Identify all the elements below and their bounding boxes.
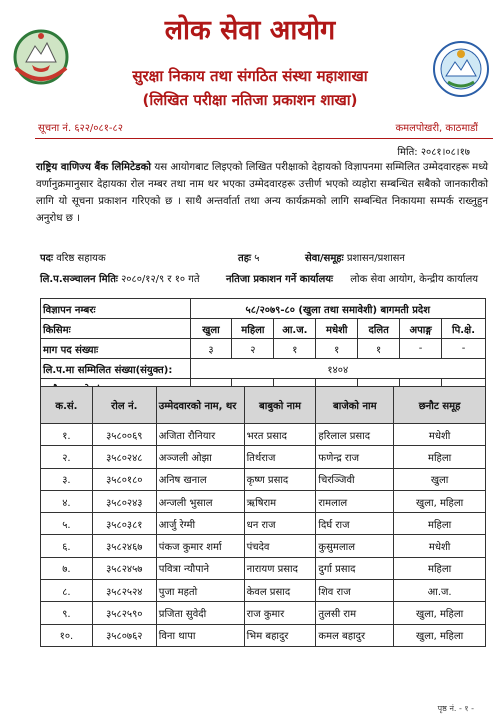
participants-value: १४०४ xyxy=(190,359,485,379)
roll-cell: ३५८०१८० xyxy=(92,468,156,490)
service-label: सेवा/समूहः xyxy=(305,253,344,264)
father-name-cell: तिर्थराज xyxy=(244,446,316,468)
category-cell: खुला xyxy=(190,319,232,339)
notice-date: मिति: २०८१।०८।१७ xyxy=(397,147,470,158)
roll-cell: ३५८२५९० xyxy=(92,602,156,624)
exam-date-info xyxy=(40,271,200,285)
candidate-name-cell: पवित्रा न्यौपाने xyxy=(156,557,244,579)
serial-cell: ५. xyxy=(41,513,93,535)
table-row xyxy=(41,468,486,490)
roll-cell: ३५८२४५७ xyxy=(92,557,156,579)
selected-cell: ९ xyxy=(232,379,274,399)
candidate-name-cell: पुजा महतो xyxy=(156,580,244,602)
group-cell: खुला, महिला xyxy=(394,602,486,624)
adv-number-label: विज्ञापन नम्बरः xyxy=(41,299,191,319)
serial-cell: ८. xyxy=(41,580,93,602)
grandfather-name-cell: तुलसी राम xyxy=(316,602,394,624)
category-cell: पि.क्षे. xyxy=(442,319,486,339)
grandfather-name-cell: शिव राज xyxy=(316,580,394,602)
results-table xyxy=(40,386,486,647)
group-cell: खुला, महिला xyxy=(394,624,486,646)
category-cell: मधेशी xyxy=(316,319,358,339)
table-row xyxy=(41,557,486,579)
demand-cell: ३ xyxy=(190,339,232,359)
group-cell: आ.ज. xyxy=(394,580,486,602)
participants-label: लि.प.मा सम्मिलित संख्या(संयुक्त): xyxy=(41,359,191,379)
selected-cell: ६ xyxy=(190,379,232,399)
post-value: वरिष्ठ सहायक xyxy=(56,253,106,264)
group-cell: खुला xyxy=(394,468,486,490)
father-name-cell: कृष्ण प्रसाद xyxy=(244,468,316,490)
father-name-cell: राज कुमार xyxy=(244,602,316,624)
serial-cell: ३. xyxy=(41,468,93,490)
table-row xyxy=(41,602,486,624)
father-name-cell: पंचदेव xyxy=(244,535,316,557)
candidate-name-cell: अञ्जली ओझा xyxy=(156,446,244,468)
father-name-cell: भिम बहादुर xyxy=(244,624,316,646)
roll-cell: ३५८०३८१ xyxy=(92,513,156,535)
father-name-cell: धन राज xyxy=(244,513,316,535)
group-cell: खुला, महिला xyxy=(394,490,486,512)
header-divider xyxy=(35,138,493,139)
table-row xyxy=(41,513,486,535)
group-cell: महिला xyxy=(394,557,486,579)
header-name: उम्मेदवारको नाम, थर xyxy=(156,387,244,424)
header-father: बाबुको नाम xyxy=(244,387,316,424)
table-row xyxy=(41,446,486,468)
exam-date-value: २०८०/१२/९ र १० गते xyxy=(121,274,200,285)
serial-cell: १. xyxy=(41,424,93,446)
group-cell: महिला xyxy=(394,446,486,468)
office-info xyxy=(226,271,478,285)
demand-label: माग पद संख्याः xyxy=(41,339,191,359)
roll-cell: ३५८०७६२ xyxy=(92,624,156,646)
office-label: नतिजा प्रकाशन गर्ने कार्यालयः xyxy=(226,274,334,285)
participants-row xyxy=(41,359,486,379)
grandfather-name-cell: दुर्गा प्रसाद xyxy=(316,557,394,579)
candidate-name-cell: प्रजिता सुवेदी xyxy=(156,602,244,624)
demand-row xyxy=(41,339,486,359)
office-value: लोक सेवा आयोग, केन्द्रीय कार्यालय xyxy=(350,274,479,285)
father-name-cell: केवल प्रसाद xyxy=(244,580,316,602)
candidate-name-cell: विना थापा xyxy=(156,624,244,646)
service-info xyxy=(305,250,405,264)
father-name-cell: नारायण प्रसाद xyxy=(244,557,316,579)
serial-cell: ६. xyxy=(41,535,93,557)
results-header-row xyxy=(41,387,486,424)
selected-cell: - xyxy=(400,379,442,399)
roll-cell: ३५८२५२४ xyxy=(92,580,156,602)
category-cell: महिला xyxy=(232,319,274,339)
category-row xyxy=(41,319,486,339)
post-info xyxy=(40,250,106,264)
category-cell: दलित xyxy=(358,319,400,339)
grandfather-name-cell: फणेन्द्र राज xyxy=(316,446,394,468)
serial-cell: १०. xyxy=(41,624,93,646)
exam-date-label: लि.प.सञ्चालन मितिः xyxy=(40,274,118,285)
father-name-cell: भरत प्रसाद xyxy=(244,424,316,446)
post-label: पदः xyxy=(40,253,54,264)
selected-cell: ३ xyxy=(316,379,358,399)
demand-cell: - xyxy=(400,339,442,359)
selected-cell: ४ xyxy=(274,379,316,399)
page-number: पृष्ठ नं. - १ - xyxy=(437,704,474,713)
roll-cell: ३५८००६९ xyxy=(92,424,156,446)
demand-cell: १ xyxy=(316,339,358,359)
roll-cell: ३५८०२४३ xyxy=(92,490,156,512)
category-cell: आ.ज. xyxy=(274,319,316,339)
grandfather-name-cell: कमल बहादुर xyxy=(316,624,394,646)
group-cell: मधेशी xyxy=(394,424,486,446)
serial-cell: ४. xyxy=(41,490,93,512)
header-grandfather: बाजेको नाम xyxy=(316,387,394,424)
demand-cell: १ xyxy=(358,339,400,359)
level-label: तहः xyxy=(238,253,252,264)
group-cell: महिला xyxy=(394,513,486,535)
roll-cell: ३५८०२४८ xyxy=(92,446,156,468)
selected-label: छनौट भएको संख्याः xyxy=(41,379,191,399)
father-name-cell: ऋषिराम xyxy=(244,490,316,512)
level-value: ५ xyxy=(254,253,260,264)
table-row xyxy=(41,424,486,446)
office-location: कमलपोखरी, काठमाडौं xyxy=(395,123,478,134)
grandfather-name-cell: दिर्घ राज xyxy=(316,513,394,535)
demand-cell: - xyxy=(442,339,486,359)
header-serial: क.सं. xyxy=(41,387,93,424)
grandfather-name-cell: हरिलाल प्रसाद xyxy=(316,424,394,446)
serial-cell: ७. xyxy=(41,557,93,579)
candidate-name-cell: अनिष खनाल xyxy=(156,468,244,490)
candidate-name-cell: अजिता रौनियार xyxy=(156,424,244,446)
grandfather-name-cell: कुसुमलाल xyxy=(316,535,394,557)
level-info xyxy=(238,250,259,264)
selected-cell: - xyxy=(442,379,486,399)
candidate-name-cell: पंकज कुमार शर्मा xyxy=(156,535,244,557)
selected-cell: ४ xyxy=(358,379,400,399)
demand-cell: १ xyxy=(274,339,316,359)
adv-number-row xyxy=(41,299,486,319)
table-row xyxy=(41,535,486,557)
table-row xyxy=(41,580,486,602)
advertisement-table xyxy=(40,298,486,399)
section-subtitle: (लिखित परीक्षा नतिजा प्रकाशन शाखा) xyxy=(142,91,358,109)
category-cell: अपाङ्ग xyxy=(400,319,442,339)
service-value: प्रशासन/प्रशासन xyxy=(346,253,405,264)
division-subtitle: सुरक्षा निकाय तथा संगठित संस्था महाशाखा xyxy=(132,67,368,85)
results-body xyxy=(41,424,486,647)
header-roll: रोल नं. xyxy=(92,387,156,424)
notice-paragraph xyxy=(36,159,488,227)
header-group: छनौट समूह xyxy=(394,387,486,424)
grandfather-name-cell: रामलाल xyxy=(316,490,394,512)
serial-cell: ९. xyxy=(41,602,93,624)
page-title: लोक सेवा आयोग xyxy=(164,15,336,46)
bank-name: राष्ट्रिय वाणिज्य बैंक लिमिटेडको xyxy=(36,162,152,173)
grandfather-name-cell: चिरञ्जिवी xyxy=(316,468,394,490)
table-row xyxy=(41,490,486,512)
candidate-name-cell: आर्जु रेग्मी xyxy=(156,513,244,535)
candidate-name-cell: अन्जली भुसाल xyxy=(156,490,244,512)
group-cell: मधेशी xyxy=(394,535,486,557)
roll-cell: ३५८२४६७ xyxy=(92,535,156,557)
table-row xyxy=(41,624,486,646)
serial-cell: २. xyxy=(41,446,93,468)
adv-number-value: ५८/२०७९-८० (खुला तथा समावेशी) बागमती प्रदेश xyxy=(190,299,485,319)
notice-number: सूचना नं. ६२२/०८१-८२ xyxy=(38,123,123,134)
category-label: किसिमः xyxy=(41,319,191,339)
demand-cell: २ xyxy=(232,339,274,359)
reference-line xyxy=(38,120,478,134)
notice-text: यस आयोगबाट लिइएको लिखित परीक्षाको देहायको विज्ञापनमा सम्मिलित उम्मेदवारहरू मध्ये वर्णानुक्रमानुसार देहायका रोल नम्बर तथा नाम थर भएका उम्मेदवारहरू उत्तीर्ण भएको व्यहोरा सम्बन्धित सबैको जानकारीको लागि यो सूचना प्रकाशन गरिएको छ । साथै अन्तर्वार्ता तथा अन्य कार्यक्रमको लागि सम्बन्धित निकायमा सम्पर्क राख्नुहुन अनुरोध छ । xyxy=(36,162,489,224)
